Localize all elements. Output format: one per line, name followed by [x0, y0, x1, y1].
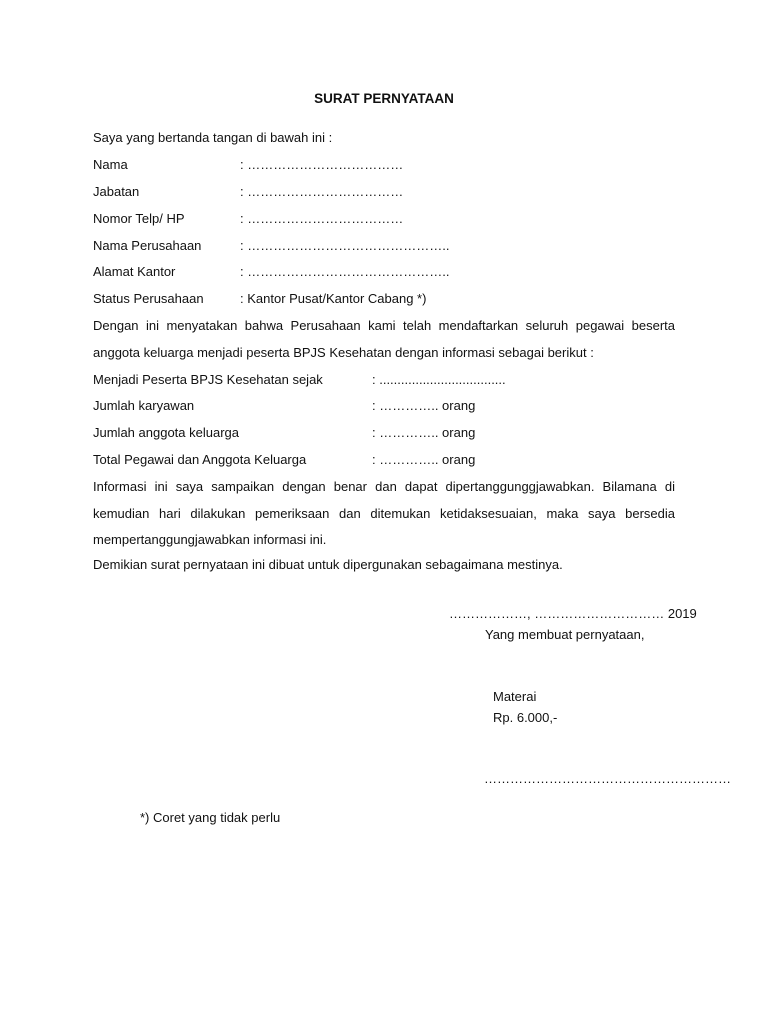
closing-line: mempertanggungjawabkan informasi ini. — [93, 532, 327, 547]
field-value: : ………….. orang — [372, 452, 476, 467]
place-date: ………………, ………………………… 2019 — [449, 606, 697, 621]
closing-line: kemudian hari dilakukan pemeriksaan dan ditemukan ketidaksesuaian, maka saya bersedia — [93, 506, 675, 521]
document-title: SURAT PERNYATAAN — [314, 91, 454, 106]
field-label: Total Pegawai dan Anggota Keluarga — [93, 452, 307, 467]
intro-text: Saya yang bertanda tangan di bawah ini : — [93, 130, 333, 145]
stamp-value: Rp. 6.000,- — [493, 710, 558, 725]
field-value: : ……………………………………….. — [240, 264, 450, 279]
footnote: *) Coret yang tidak perlu — [140, 810, 281, 825]
field-label: Jabatan — [93, 184, 140, 199]
field-label: Jumlah karyawan — [93, 398, 195, 413]
field-value: : Kantor Pusat/Kantor Cabang *) — [240, 291, 427, 306]
field-value: : ……………………………… — [240, 184, 404, 199]
field-value: : ………….. orang — [372, 425, 476, 440]
field-label: Nama — [93, 157, 128, 172]
stamp-label: Materai — [493, 689, 537, 704]
field-value: : ................................... — [372, 372, 506, 387]
statement-line: anggota keluarga menjadi peserta BPJS Kesehatan dengan informasi sebagai berikut : — [93, 345, 594, 360]
closing-line: Informasi ini saya sampaikan dengan benar dan dapat dipertanggunggjawabkan. Bilamana di — [93, 479, 675, 494]
field-value: : ……………………………… — [240, 157, 404, 172]
signature-maker: Yang membuat pernyataan, — [485, 627, 645, 642]
field-label: Alamat Kantor — [93, 264, 176, 279]
field-label: Jumlah anggota keluarga — [93, 425, 239, 440]
signature-line: ………………………………………………… — [484, 771, 731, 786]
statement-line: Dengan ini menyatakan bahwa Perusahaan kami telah mendaftarkan seluruh pegawai beserta — [93, 318, 675, 333]
field-label: Nama Perusahaan — [93, 238, 202, 253]
field-value: : ……………………………………….. — [240, 238, 450, 253]
field-value: : ………….. orang — [372, 398, 476, 413]
final-statement: Demikian surat pernyataan ini dibuat untuk dipergunakan sebagaimana mestinya. — [93, 557, 563, 572]
field-label: Status Perusahaan — [93, 291, 204, 306]
field-label: Menjadi Peserta BPJS Kesehatan sejak — [93, 372, 323, 387]
field-value: : ……………………………… — [240, 211, 404, 226]
field-label: Nomor Telp/ HP — [93, 211, 185, 226]
